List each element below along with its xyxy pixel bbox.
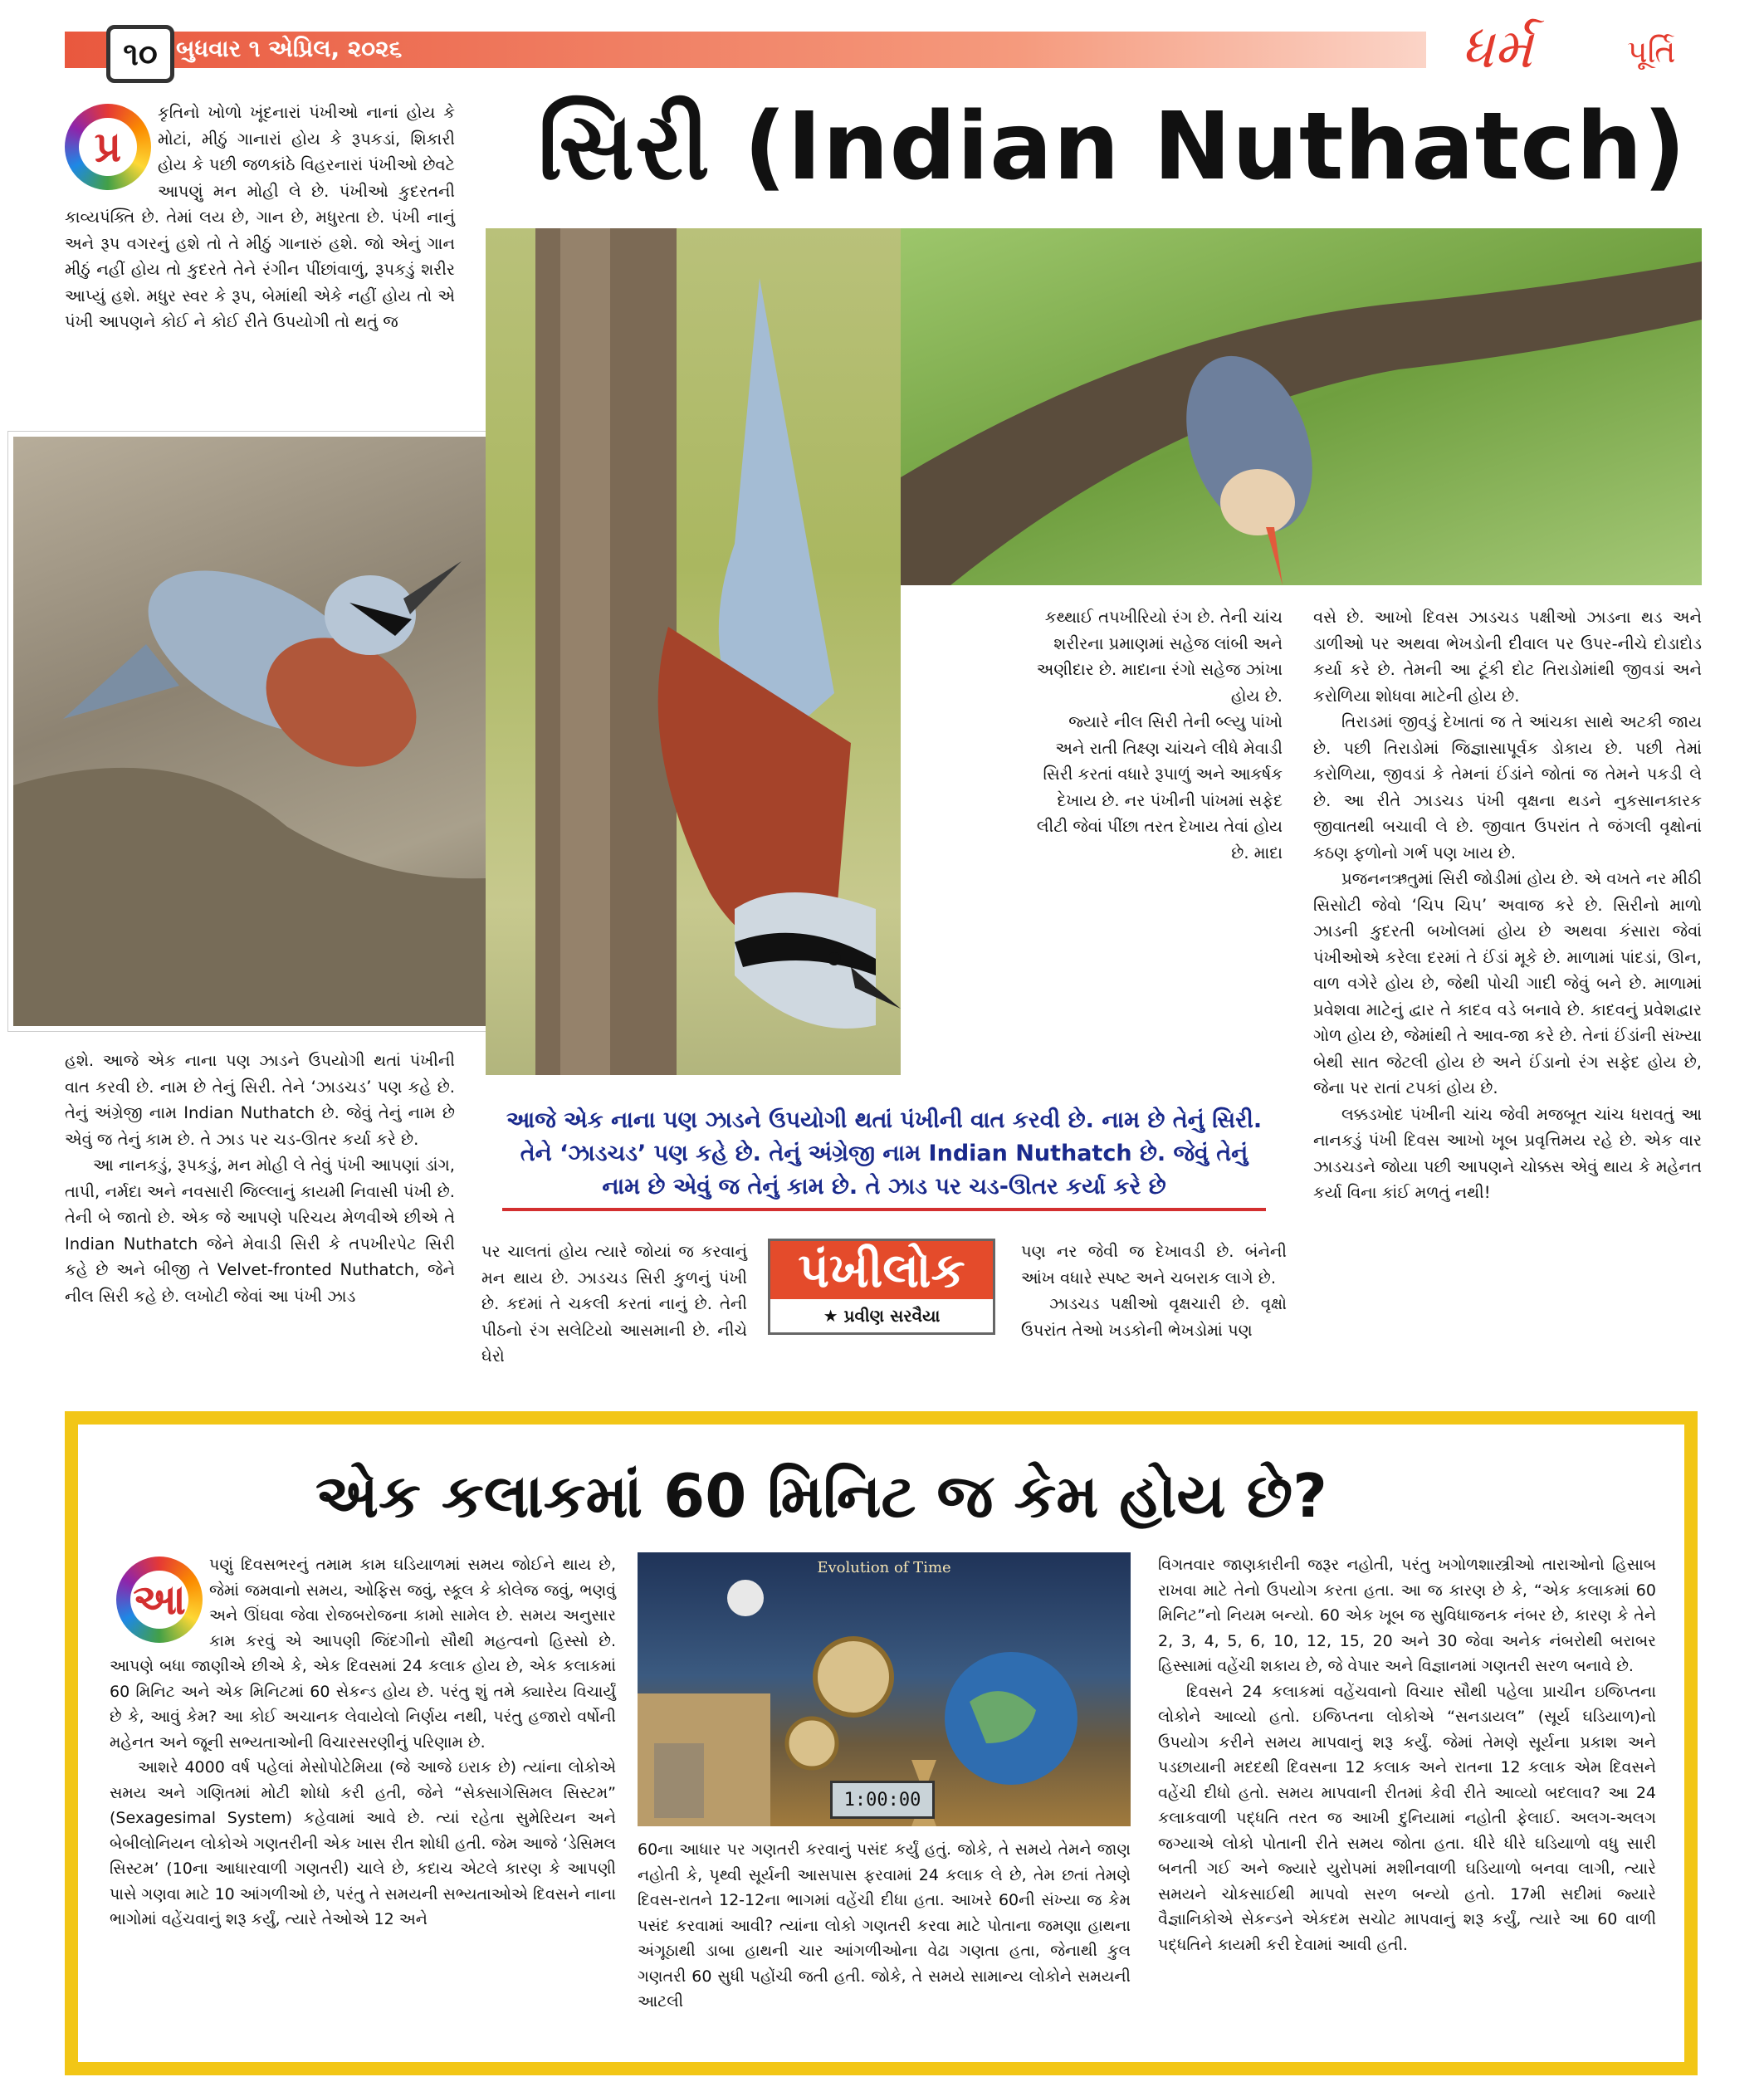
badge-author: ★ પ્રવીણ સરવૈયા — [770, 1299, 993, 1332]
supplement-logo-sub: પૂર્તિ — [1627, 33, 1676, 70]
header-date: બુધવાર ૧ એપ્રિલ, ૨૦૨૬ — [176, 35, 403, 62]
column-badge — [768, 1239, 995, 1335]
box-title: એક કલાકમાં 60 મિનિટ જ કેમ હોય છે? — [315, 1461, 1327, 1531]
box-dropcap: આ — [116, 1557, 203, 1643]
box-col1: પણું દિવસભરનું તમામ કામ ઘડિયાળમાં સમય જોઈને થાય છે, જેમાં જમવાનો સમય, ઓફિસ જવું, સ્કૂલ કે કોલેજ જવું, ભણવું અને ઊંઘવા જેવા રોજબરોજના કામો સામેલ છે. સમય અનુસાર કામ કરવું એ આપણી જિંદગીનો સૌથી મહત્વનો હિસ્સો છે. આપણે બધા જાણીએ છીએ કે, એક દિવસમાં 24 કલાક હોય છે, એક કલાકમાં 60 મિનિટ અને એક મિનિટમાં 60 સેકન્ડ હોય છે. પરંતુ શું તમે ક્યારેય વિચાર્યું છે કે, આવું કેમ? આ કોઈ અચાનક લેવાયેલો નિર્ણય નથી, પરંતુ હજારો વર્ષોની મહેનત અને જૂની સભ્યતાઓની વિચારસરણીનું પરિણામ છે. આશરે 4000 વર્ષ પહેલાં મેસોપોટેમિયા (જે આજે ઇરાક છે) ત્યાંના લોકોએ સમય અને ગણિતમાં મોટી શોધો કરી હતી, જેને “સેક્સાગેસિમલ સિસ્ટમ” (Sexagesimal System) કહેવામાં આવે છે. ત્યાં રહેતા સુમેરિયન અને બેબીલોનિયન લોકોએ ગણતરીની એક ખાસ રીત શોધી હતી. જેમ આજે ‘ડેસિમલ સિસ્ટમ’ (10ના આધારવાળી ગણતરી) ચાલે છે, કદાચ એટલે કારણ કે આપણી પાસે ગણવા માટે 10 આંગળીઓ છે, પરંતુ તે સમયની સભ્યતાઓએ દિવસને નાના ભાગોમાં વહેંચવાનું શરૂ કર્યું, ત્યારે તેઓએ 12 અને — [110, 1556, 616, 1928]
article-intro: કૃતિનો ખોળો ખૂંદનારાં પંખીઓ નાનાં હોય કે મોટાં, મીઠું ગાનારાં હોય કે રૂપકડાં, શિકારી હોય કે પછી જળકાંઠે વિહરનારાં પંખીઓ છેવટે આપણું મન મોહી લે છે. પંખીઓ કુદરતની કાવ્યપંક્તિ છે. તેમાં લય છે, ગાન છે, મધુરતા છે. પંખી નાનું અને રૂપ વગરનું હશે તો તે મીઠું ગાનારું હશે. જો એનું ગાન મીઠું નહીં હોય તો કુદરતે તેને રંગીન પીંછાંવાળું, રૂપકડું શરીર આપ્યું હશે. મધુર સ્વર કે રૂપ, બેમાંથી એકે નહીં હોય તો એ પંખી આપણને કોઈ ને કોઈ રીતે ઉપયોગી તો થતું જ — [65, 103, 455, 331]
article-title: સિરી (Indian Nuthatch) — [538, 93, 1687, 201]
pull-quote: આજે એક નાના પણ ઝાડને ઉપયોગી થતાં પંખીની વાત કરવી છે. નામ છે તેનું સિરી. તેને ‘ઝાડચડ’ પણ કહે છે. તેનું અંગ્રેજી નામ Indian Nuthatch છે. જેવું તેનું નામ છે એવું જ તેનું કામ છે. તે ઝાડ પર ચડ-ઊતર કર્યા કરે છે — [506, 1107, 1263, 1200]
article-col1: હશે. આજે એક નાના પણ ઝાડને ઉપયોગી થતાં પંખીની વાત કરવી છે. નામ છે તેનું સિરી. તેને ‘ઝાડચડ’ પણ કહે છે. તેનું અંગ્રેજી નામ Indian Nuthatch છે. જેવું તેનું નામ છે એવું જ તેનું કામ છે. તે ઝાડ પર ચડ-ઊતર કર્યા કરે છે. આ નાનકડું, રૂપકડું, મન મોહી લે તેવું પંખી આપણાં ડાંગ, તાપી, નર્મદા અને નવસારી જિલ્લાનું કાયમી નિવાસી પંખી છે. તેની બે જાતો છે. એક જે આપણે પરિચય મેળવીએ છીએ તે Indian Nuthatch જેને મેવાડી સિરી કે તપખીરપેટ સિરી કહે છે અને બીજી તે Velvet-fronted Nuthatch, જેને નીલ સિરી કહે છે. લખોટી જેવાં આ પંખી ઝાડ — [65, 1051, 455, 1306]
badge-title: પંખીલોક — [770, 1241, 993, 1299]
article-col4: વસે છે. આખો દિવસ ઝાડચડ પક્ષીઓ ઝાડના થડ અને ડાળીઓ પર અથવા ભેખડોની દીવાલ પર ઉપર-નીચે દોડાદોડ કર્યા કરે છે. તેમની આ ટૂંકી દોટ તિરાડોમાંથી જીવડાં અને કરોળિયા શોધવા માટેની હોય છે. તિરાડમાં જીવડું દેખાતાં જ તે આંચકા સાથે અટકી જાય છે. પછી તિરાડોમાં જિજ્ઞાસાપૂર્વક ડોકાય છે. પછી તેમાં કરોળિયા, જીવડાં કે તેમનાં ઈંડાંને જોતાં જ તેમને પકડી લે છે. આ રીતે ઝાડચડ પંખી વૃક્ષના થડને નુકસાનકારક જીવાતથી બચાવી લે છે. જીવાત ઉપરાંત તે જંગલી વૃક્ષોનાં કઠણ ફળોનો ગર્ભ પણ ખાય છે. પ્રજનનઋતુમાં સિરી જોડીમાં હોય છે. એ વખતે નર મીઠી સિસોટી જેવો ‘ચિપ ચિપ’ અવાજ કરે છે. સિરીનો માળો ઝાડની કુદરતી બખોલમાં હોય છે અથવા કંસારા જેવાં પંખીઓએ કરેલા દરમાં તે ઈંડાં મૂકે છે. માળામાં પાંદડાં, ઊન, વાળ વગેરે હોય છે, જેથી પોચી ગાદી જેવું બને છે. માળામાં પ્રવેશવા માટેનું દ્વાર તે કાદવ વડે બનાવે છે. કાદવનું પ્રવેશદ્વાર ગોળ હોય છે, જેમાંથી તે આવ-જા કરે છે. તેનાં ઈંડાંની સંખ્યા બેથી સાત જેટલી હોય છે અને ઈંડાનો રંગ સફેદ હોય છે, જેના પર રાતાં ટપકાં હોય છે. લક્કડખોદ પંખીની ચાંચ જેવી મજબૂત ચાંચ ધરાવતું આ નાનકડું પંખી દિવસ આખો ખૂબ પ્રવૃત્તિમય રહે છે. એક વાર ઝાડચડને જોયા પછી આપણને ચોક્કસ એવું થાય કે મહેનત કર્યા વિના કાંઈ મળતું નથી! — [1313, 608, 1702, 1202]
nuthatch-photo-center — [486, 228, 901, 1075]
digital-clock-display: 1:00:00 — [830, 1781, 935, 1819]
page-number: ૧૦ — [106, 25, 174, 83]
box-col3: વિગતવાર જાણકારીની જરૂર નહોતી, પરંતુ ખગોળશાસ્ત્રીઓ તારાઓનો હિસાબ રાખવા માટે તેનો ઉપયોગ કરતા હતા. આ જ કારણ છે કે, “એક કલાકમાં 60 મિનિટ”નો નિયમ બન્યો. 60 એક ખૂબ જ સુવિધાજનક નંબર છે, કારણ કે તેને 2, 3, 4, 5, 6, 10, 12, 15, 20 અને 30 જેવા અનેક નંબરોથી બરાબર હિસ્સામાં વહેંચી શકાય છે, જે વેપાર અને વિજ્ઞાનમાં ગણતરી સરળ બનાવે છે. દિવસને 24 કલાકમાં વહેંચવાનો વિચાર સૌથી પહેલા પ્રાચીન ઇજિપ્તના લોકોને આવ્યો હતો. ઇજિપ્તના લોકોએ “સનડાયલ” (સૂર્ય ઘડિયાળ)નો ઉપયોગ કરીને સમય માપવાનું શરૂ કર્યું. જેમાં તેમણે સૂર્યના પ્રકાશ અને પડછાયાની મદદથી દિવસના 12 કલાક અને રાતના 12 કલાક એમ દિવસને વહેંચી દીધો હતો. સમય માપવાની રીતમાં કેવી રીતે આવ્યો બદલાવ? આ 24 કલાકવાળી પદ્ધતિ તરત જ આખી દુનિયામાં નહોતી ફેલાઈ. અલગ-અલગ જગ્યાએ લોકો પોતાની રીતે સમય જોતા હતા. ધીરે ધીરે ઘડિયાળો વધુ સારી બનતી ગઈ અને જ્યારે યુરોપમાં મશીનવાળી ઘડિયાળો બનવા લાગી, ત્યારે સમયને ચોકસાઈથી માપવો સરળ બન્યો હતો. 17મી સદીમાં જ્યારે વૈજ્ઞાનિકોએ સેકન્ડને એકદમ સચોટ માપવાનું શરૂ કર્યું, ત્યારે આ 60 વાળી પદ્ધતિને કાયમી કરી દેવામાં આવી હતી. — [1158, 1556, 1656, 1954]
box-col2: 60ના આધાર પર ગણતરી કરવાનું પસંદ કર્યું હતું. જોકે, તે સમયે તેમને જાણ નહોતી કે, પૃથ્વી સૂર્યની આસપાસ ફરવામાં 24 કલાક લે છે, તેમ છતાં તેમણે દિવસ-રાતને 12-12ના ભાગમાં વહેંચી દીધા હતા. આખરે 60ની સંખ્યા જ કેમ પસંદ કરવામાં આવી? ત્યાંના લોકો ગણતરી કરવા માટે પોતાના જમણા હાથના અંગૂઠાથી ડાબા હાથની ચાર આંગળીઓના વેઢા ગણતા હતા, જેનાથી કુલ ગણતરી 60 સુધી પહોંચી જતી હતી. જોકે, તે સમયે સામાન્ય લોકોને સમયની આટલી — [638, 1840, 1131, 2011]
supplement-logo: ધર્મ — [1461, 17, 1533, 81]
image-caption: Evolution of Time — [817, 1559, 951, 1576]
article-dropcap: પ્ર — [65, 104, 151, 190]
article-col3-lower: પણ નર જેવી જ દેખાવડી છે. બંનેની આંખ વધારે સ્પષ્ટ અને ચબરાક લાગે છે. ઝાડચડ પક્ષીઓ વૃક્ષચારી છે. વૃક્ષો ઉપરાંત તેઓ ખડકોની ભેખડોમાં પણ — [1021, 1242, 1287, 1340]
nuthatch-photo-left — [8, 432, 566, 1031]
article-col3-upper: કથ્થાઈ તપખીરિયો રંગ છે. તેની ચાંચ શરીરના પ્રમાણમાં સહેજ લાંબી અને અણીદાર છે. માદાના રંગો સહેજ ઝાંખા હોય છે. જ્યારે નીલ સિરી તેની બ્લ્યુ પાંખો અને રાતી તિક્ષ્ણ ચાંચને લીધે મેવાડી સિરી કરતાં વધારે રૂપાળું અને આકર્ષક દેખાય છે. નર પંખીની પાંખમાં સફેદ લીટી જેવાં પીંછા તરત દેખાય તેવાં હોય છે. માદા — [1036, 608, 1283, 863]
nuthatch-photo-top-right — [901, 228, 1702, 585]
article-col2: પર ચાલતાં હોય ત્યારે જોયાં જ કરવાનું મન થાય છે. ઝાડચડ સિરી કુળનું પંખી છે. કદમાં તે ચકલી કરતાં નાનું છે. તેની પીઠનો રંગ સલેટિયો આસમાની છે. નીચે ઘેરો — [481, 1242, 747, 1366]
pull-quote-rule — [502, 1208, 1266, 1211]
